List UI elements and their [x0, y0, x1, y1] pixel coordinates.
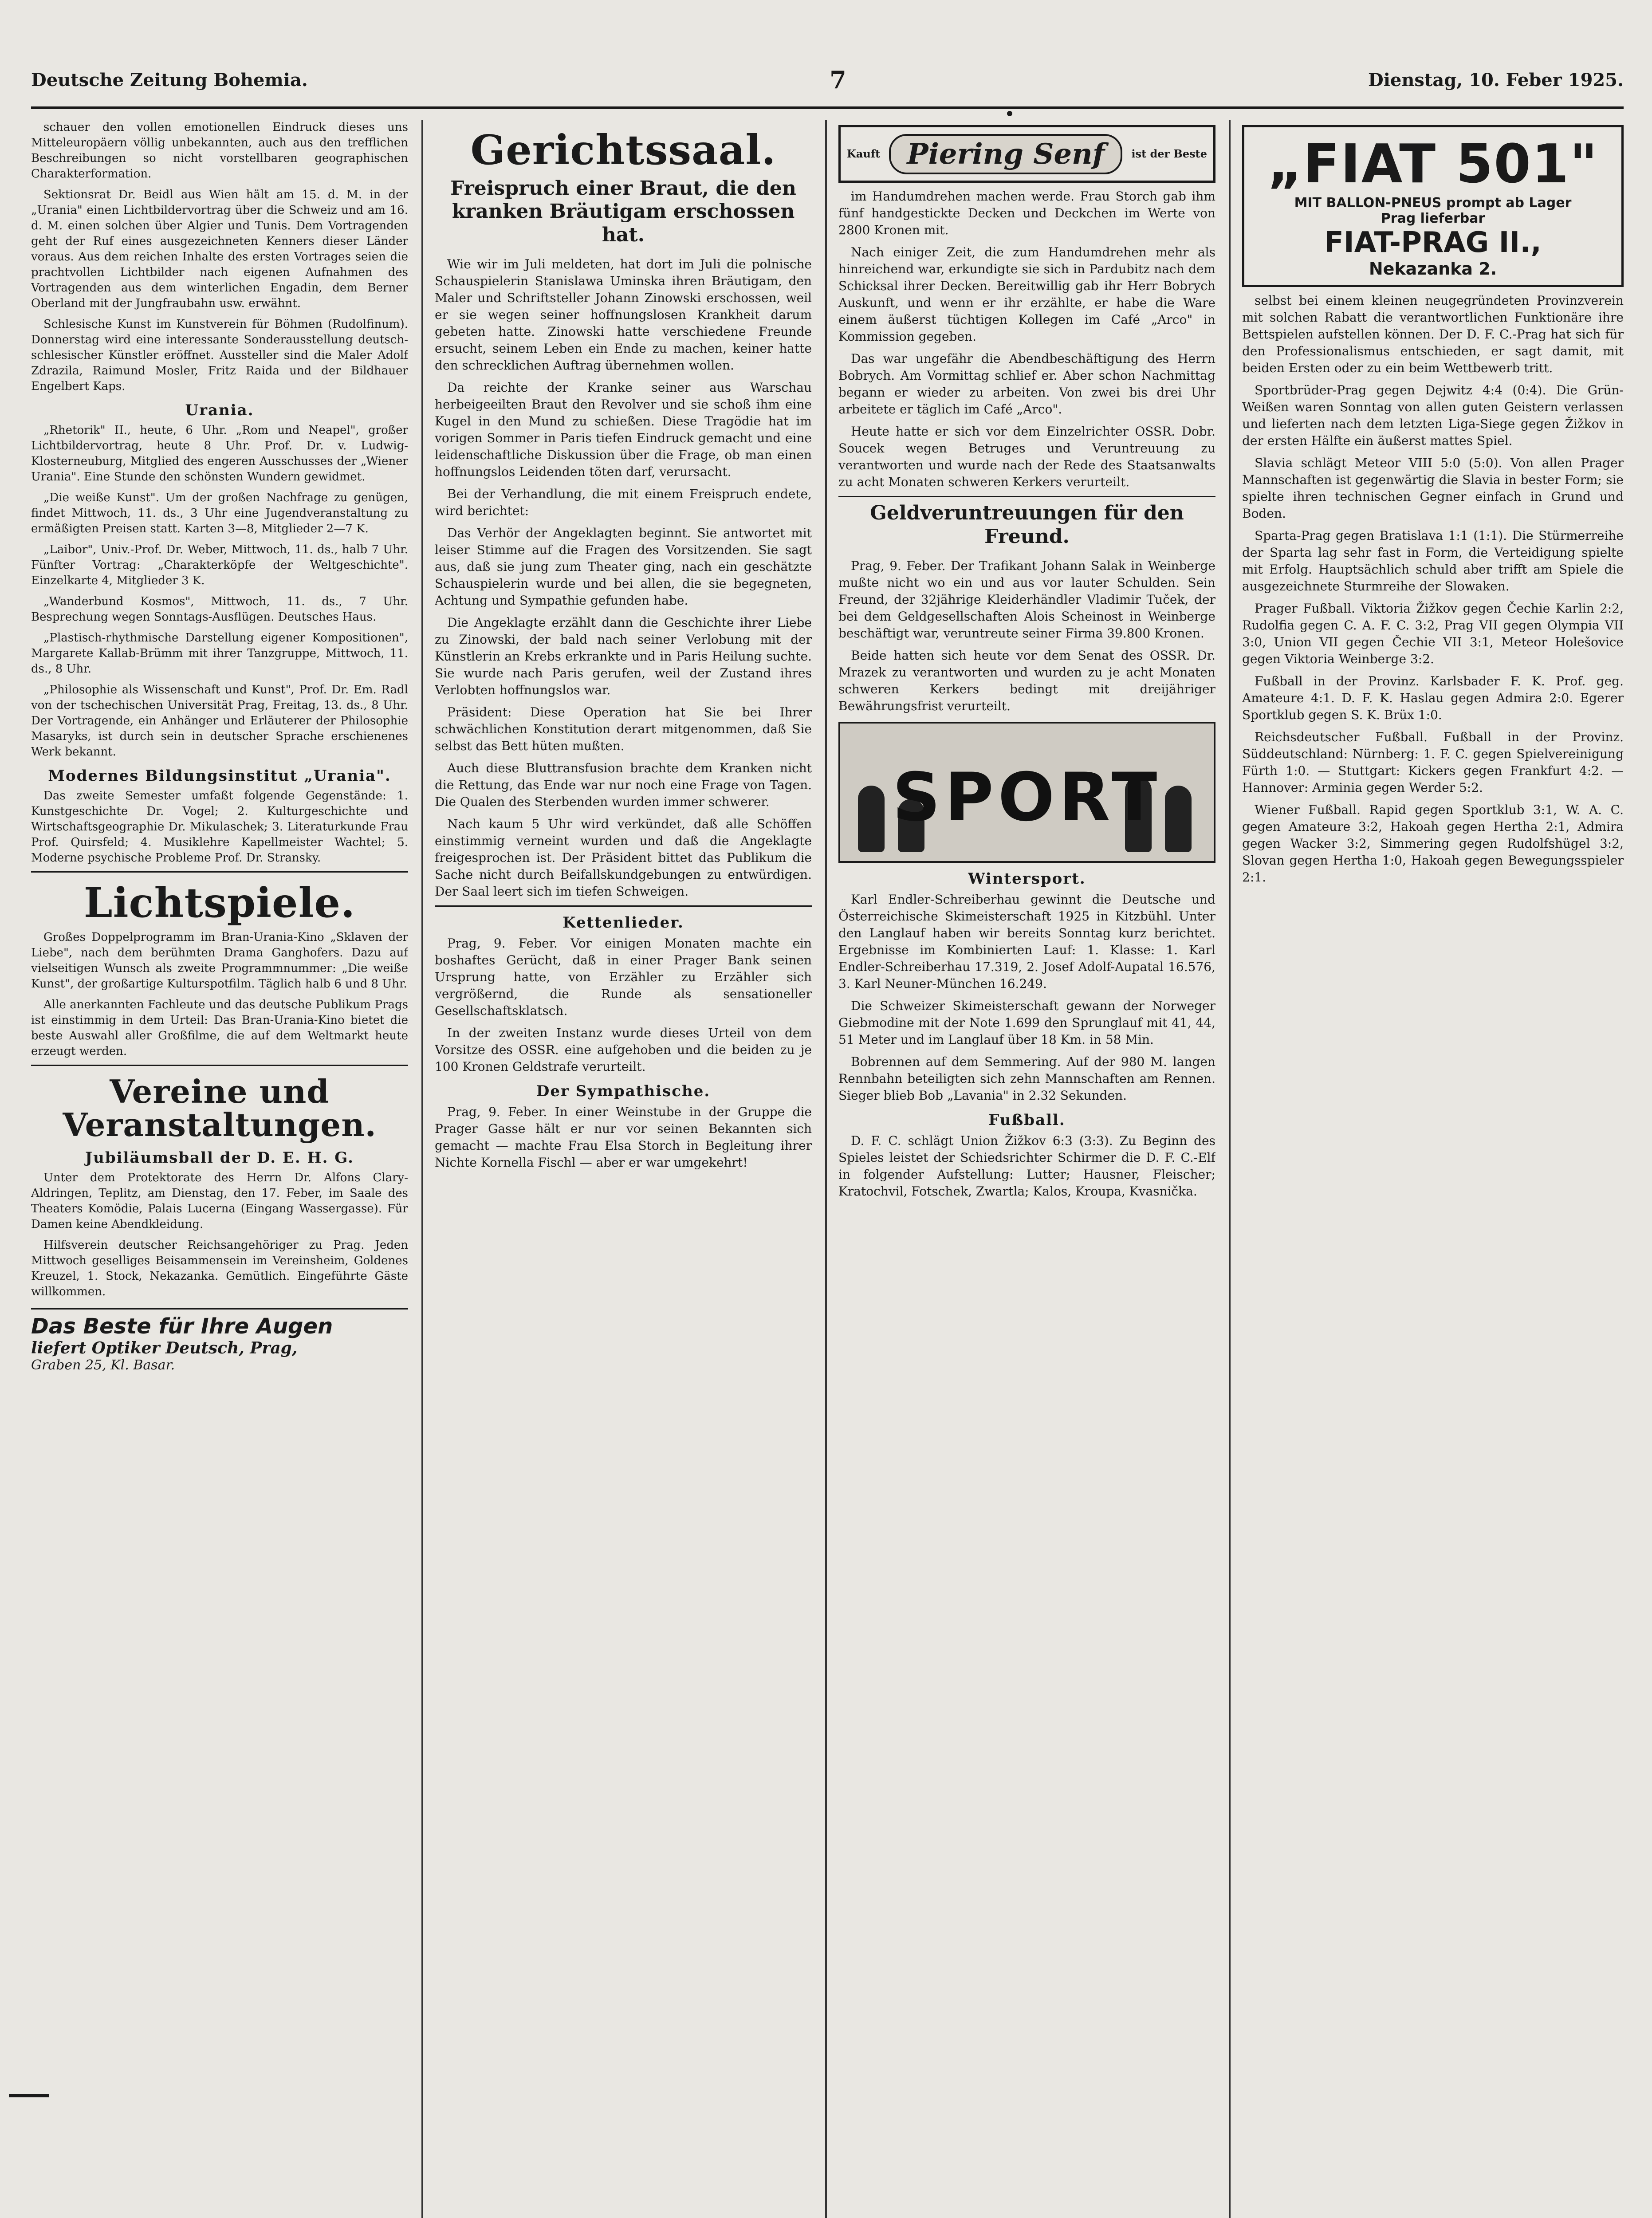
article-paragraph: Karl Endler-Schreiberhau gewinnt die Deutsche und Österreichische Skimeisterschaft 1925 in Kitzbühl. Unter den Langlauf haben wir bereits Sonntag kurz berichtet. Ergebnisse im Kombinierten Lauf: 1. Klasse: 1. Karl Endler-Schreiberhau 17.319, 2. Josef Adolf-Aupatal 16.576, 3. Karl Neuner-München 16.249. — [838, 892, 1215, 991]
subheading-jubilaeum: Jubiläumsball der D. E. H. G. — [85, 1148, 354, 1167]
article-paragraph: Prag, 9. Feber. Vor einigen Monaten machte ein boshaftes Gerücht, daß in einer Prager Bank seinen Ursprung hatte, von Erzähler zu Erzähler sich vergrößernd, die Runde als sensationeller Gesellschaftsklatsch. — [435, 936, 812, 1018]
section-title-bildung: Modernes Bildungsinstitut „Urania". — [48, 767, 391, 785]
article-paragraph: Die Schweizer Skimeisterschaft gewann der Norweger Giebmodine mit der Note 1.699 den Sprunglauf mit 41, 44, 51 Meter und im Langlauf über 18 Km. in 58 Min. — [838, 998, 1215, 1047]
article-paragraph: Großes Doppelprogramm im Bran-Urania-Kino „Sklaven der Liebe", nach dem berühmten Drama Ganghofers. Dazu auf vielseitigen Wunsch als zweite Programmnummer: „Die weiße Kunst", der großartige Kulturspotfilm. Täglich halb 6 und 8 Uhr. — [31, 930, 408, 991]
masthead: Deutsche Zeitung Bohemia. — [31, 69, 308, 90]
article-paragraph: Slavia schlägt Meteor VIII 5:0 (5:0). Von allen Prager Mannschaften ist gegenwärtig die Slavia in bester Form; sie spielte ihren technischen Gegner einfach in Grund und Boden. — [1242, 456, 1624, 521]
binding-mark — [9, 2094, 49, 2097]
article-paragraph: Wie wir im Juli meldeten, hat dort im Juli die polnische Schauspielerin Stanislawa Uminska ihren Bräutigam, den Maler und Schriftsteller Johann Zinowski erschossen, weil er sie wegen seiner hoffnungslosen Krankheit darum gebeten hatte. Zinowski hatte verschiedene Freunde ersucht, seinem Leben ein Ende zu machen, keiner hatte den schrecklichen Auftrag übernehmen wollen. — [435, 256, 812, 373]
subheading-wintersport: Wintersport. — [968, 869, 1086, 888]
optiker-name: liefert Optiker Deutsch, Prag, — [31, 1338, 298, 1357]
article-paragraph: Das war ungefähr die Abendbeschäftigung des Herrn Bobrych. Am Vormittag schlief er. Aber schon Nachmittag begann er wieder zu arbeiten. Von zwei bis drei Uhr arbeitete er täglich im Café „Arco". — [838, 351, 1215, 417]
article-paragraph: Das zweite Semester umfaßt folgende Gegenstände: 1. Kunstgeschichte Dr. Vogel; 2. Kulturgeschichte und Wirtschaftsgeographie Dr. Mikulaschek; 3. Literaturkunde Frau Prof. Quirsfeld; 4. Musiklehre Kapellmeister Wachtel; 5. Moderne psychische Probleme Prof. Dr. Stransky. — [31, 789, 408, 865]
ad-brand: Piering Senf — [889, 134, 1122, 174]
column-rule — [825, 120, 827, 2218]
ad-label: Kauft — [847, 147, 881, 160]
senf-advertisement — [838, 125, 1215, 183]
subheading-sympathische: Der Sympathische. — [536, 1082, 711, 1100]
article-paragraph: „Plastisch-rhythmische Darstellung eigener Kompositionen", Margarete Kallab-Brümm mit ihrer Tanzgruppe, Mittwoch, 11. ds., 8 Uhr. — [31, 631, 408, 676]
subheading-fussball: Fußball. — [988, 1111, 1066, 1129]
divider — [435, 905, 812, 907]
column-2 — [435, 120, 812, 2218]
sport-banner-text: SPORT — [892, 759, 1162, 836]
article-paragraph: Die Angeklagte erzählt dann die Geschichte ihrer Liebe zu Zinowski, der bald nach seiner Verlobung mit der Künstlerin an Krebs erkrankte und in Paris Heilung suchte. Sie wurde nach Paris gerufen, weil der Zustand ihres Verlobten hoffnungslos war. — [435, 615, 812, 697]
article-paragraph: Auch diese Bluttransfusion brachte dem Kranken nicht die Rettung, das Ende war nur noch eine Frage von Tagen. Die Qualen des Sterbenden wurden immer schwerer. — [435, 760, 812, 809]
article-paragraph: „Wanderbund Kosmos", Mittwoch, 11. ds., 7 Uhr. Besprechung wegen Sonntags-Ausflügen. Deutsches Haus. — [31, 595, 408, 624]
section-title-lichtspiele: Lichtspiele. — [83, 879, 356, 927]
ink-dot — [1007, 111, 1012, 116]
article-paragraph: „Die weiße Kunst". Um der großen Nachfrage zu genügen, findet Mittwoch, 11. ds., 3 Uhr eine Jugendveranstaltung zu ermäßigten Preisen statt. Karten 3—8, Mitglieder 2—7 K. — [31, 491, 408, 535]
article-paragraph: Prager Fußball. Viktoria Žižkov gegen Čechie Karlin 2:2, Rudolfia gegen C. A. F. C. 3:2, Prag VII gegen Olympia VII 3:0, Union VII gegen Čechie VII 3:1, Meteor Holešovice gegen Viktoria Weinberge 3:2. — [1242, 601, 1624, 666]
column-1 — [31, 120, 408, 2218]
sport-banner-illustration — [838, 722, 1215, 863]
divider — [838, 496, 1215, 497]
fiat-model: „FIAT 501" — [1267, 134, 1598, 195]
article-paragraph: Fußball in der Provinz. Karlsbader F. K. Prof. geg. Amateure 4:1. D. F. K. Haslau gegen Admira 2:0. Egerer Sportklub gegen S. K. Brüx 1:0. — [1242, 674, 1624, 722]
article-paragraph: Schlesische Kunst im Kunstverein für Böhmen (Rudolfinum). Donnerstag wird eine interessante Sonderausstellung deutsch-schlesischer Künstler eröffnet. Aussteller sind die Maler Adolf Zdrazila, Raimund Mosler, Fritz Raida und der Bildhauer Engelbert Kaps. — [31, 318, 408, 393]
article-paragraph: Da reichte der Kranke seiner aus Warschau herbeigeeilten Braut den Revolver und sie schoß ihm eine Kugel in den Mund zu schießen. Diese Tragödie hat im vorigen Sommer in Paris tiefen Eindruck gemacht und eine leidenschaftliche Diskussion über die Frage, ob man einen hoffnungslos Leidenden töten darf, verursacht. — [435, 380, 812, 479]
article-paragraph: Hilfsverein deutscher Reichsangehöriger zu Prag. Jeden Mittwoch geselliges Beisammensein im Vereinsheim, Goldenes Kreuzel, 1. Stock, Nekazanka. Gemütlich. Eingeführte Gäste willkommen. — [31, 1238, 408, 1298]
article-paragraph: Unter dem Protektorate des Herrn Dr. Alfons Clary-Aldringen, Teplitz, am Dienstag, den 17. Feber, im Saale des Theaters Komödie, Palais Lucerna (Eingang Wassergasse). Für Damen keine Abendkleidung. — [31, 1171, 408, 1231]
fiat-advertisement — [1242, 125, 1624, 287]
article-paragraph: „Philosophie als Wissenschaft und Kunst", Prof. Dr. Em. Radl von der tschechischen Universität Prag, Freitag, 13. ds., 8 Uhr. Der Vortragende, ein Anhänger und Erläuterer der Philosophie Masaryks, ist durch sein in deutscher Sprache erschienenes Werk bekannt. — [31, 683, 408, 759]
article-paragraph: Nach kaum 5 Uhr wird verkündet, daß alle Schöffen einstimmig verneint wurden und daß die Angeklagte freigesprochen ist. Der Präsident bittet das Publikum die Sache nicht durch Beifallskundgebungen zu entwürdigen. Der Saal leert sich im tiefen Schweigen. — [435, 816, 812, 899]
article-paragraph: Präsident: Diese Operation hat Sie bei Ihrer schwächlichen Konstitution derart mitgenommen, daß Sie selbst das Bett hüten mußten. — [435, 704, 812, 753]
page-header — [31, 53, 1624, 109]
article-paragraph: Sparta-Prag gegen Bratislava 1:1 (1:1). Die Stürmerreihe der Sparta lag sehr fast in Form, die Verteidigung spielte mit Erfolg. Hauptsächlich schuld aber trifft am Spiele die ausgezeichnete Sturmreihe der Slowaken. — [1242, 528, 1624, 594]
article-paragraph: Heute hatte er sich vor dem Einzelrichter OSSR. Dobr. Soucek wegen Betruges und Veruntreuung zu verantworten und wurde nach der Rede des Staatsanwalts zu acht Monaten schweren Kerkers verurteilt. — [838, 424, 1215, 489]
article-paragraph: selbst bei einem kleinen neugegründeten Provinzverein mit solchen Rabatt die verantwortlichen Funktionäre ihre Bettspielen aufstellen können. Der D. F. C.-Prag hat sich für den Professionalismus entschieden, er sagt damit, mit beiden Ersten oder zu ein beim Wettbewerb tritt. — [1242, 293, 1624, 375]
article-paragraph: Sportbrüder-Prag gegen Dejwitz 4:4 (0:4). Die Grün-Weißen waren Sonntag von allen guten Geistern verlassen und lieferten nach dem letzten Liga-Siege gegen Žižkov in der ersten Hälfte ein äußerst mattes Spiel. — [1242, 383, 1624, 448]
article-headline: Geldveruntreuungen für den Freund. — [870, 502, 1184, 548]
article-paragraph: Alle anerkannten Fachleute und das deutsche Publikum Prags ist einstimmig in dem Urteil: Das Bran-Urania-Kino bietet die beste Auswahl aller Großfilme, die auf dem Weltmarkt heute erzeugt werden. — [31, 998, 408, 1058]
column-rule — [1229, 120, 1231, 2218]
section-title-urania: Urania. — [185, 401, 254, 419]
column-3 — [838, 120, 1215, 2218]
article-paragraph: Nach einiger Zeit, die zum Handumdrehen mehr als hinreichend war, erkundigte sie sich in Pardubitz nach dem Schicksal ihrer Decken. Bereitwillig gab ihr Herr Bobrych Auskunft, und wenn er ihr erzählte, er habe die Ware einem äußerst tüchtigen Kollegen im Café „Arco" in Kommission gegeben. — [838, 245, 1215, 344]
fiat-dealer: FIAT-PRAG II., — [1324, 226, 1542, 259]
divider — [31, 871, 408, 873]
fiat-delivery: Prag lieferbar — [1381, 211, 1485, 226]
article-paragraph: Wiener Fußball. Rapid gegen Sportklub 3:1, W. A. C. gegen Amateure 3:2, Hakoah gegen Hertha 2:1, Admira gegen Wacker 3:2, Simmering gegen Rudolfshügel 3:2, Slovan gegen Hertha 1:0, Hakoah gegen Bewegungsspieler 2:1. — [1242, 802, 1624, 885]
article-paragraph: Bobrennen auf dem Semmering. Auf der 980 M. langen Rennbahn beteiligten sich zehn Mannschaften am Rennen. Sieger blieb Bob „Lavania" in 2.32 Sekunden. — [838, 1054, 1215, 1103]
article-paragraph: Prag, 9. Feber. Der Trafikant Johann Salak in Weinberge mußte nicht wo ein und aus vor lauter Schulden. Sein Freund, der 32jährige Kleiderhändler Vladimir Tuček, der bei dem Geldgesellschaften Alois Scheinost in Weinberge beschäftigt war, veruntreute seiner Firma 39.800 Kronen. — [838, 558, 1215, 641]
section-title-vereine: Vereine und Veranstaltungen. — [63, 1072, 377, 1144]
article-paragraph: im Handumdrehen machen werde. Frau Storch gab ihm fünf handgestickte Decken und Deckchen im Werte von 2800 Kronen mit. — [838, 189, 1215, 237]
fiat-address: Nekazanka 2. — [1369, 259, 1497, 279]
article-paragraph: Sektionsrat Dr. Beidl aus Wien hält am 15. d. M. in der „Urania" einen Lichtbildervortrag über die Schweiz und am 16. d. M. einen solchen über Algier und Tunis. Dem Vortragenden geht der Ruf eines ausgezeichneten Kenners dieser Länder voraus. Aus dem reichen Inhalte des ersten Vortrages seien die prachtvollen Lichtbilder nach eigenen Aufnahmen des Vortragenden aus dem winterlichen Engadin, dem Berner Oberland mit der Jungfraubahn usw. erwähnt. — [31, 188, 408, 310]
newspaper-page — [31, 53, 1624, 2218]
article-paragraph: Prag, 9. Feber. In einer Weinstube in der Gruppe die Prager Gasse hält er nur vor seinen Bekannten sich gemacht — machte Frau Elsa Storch in Begleitung ihrer Nichte Kornella Fischl — aber er war umgekehrt! — [435, 1104, 812, 1170]
article-headline: Freispruch einer Braut, die den kranken Bräutigam erschossen hat. — [450, 177, 796, 247]
optiker-advertisement — [31, 1308, 408, 1373]
ad-side-text: ist der Beste — [1131, 147, 1207, 160]
article-paragraph: D. F. C. schlägt Union Žižkov 6:3 (3:3). Zu Beginn des Spieles leistet der Schiedsrichter Schirmer die D. F. C.-Elf in folgender Aufstellung: Lutter; Hausner, Fleischer; Kratochvil, Fotschek, Zwartla; Kalos, Kroupa, Kvasnička. — [838, 1133, 1215, 1199]
optiker-slogan: Das Beste für Ihre Augen — [31, 1313, 333, 1339]
subheading-kettenlieder: Kettenlieder. — [562, 913, 684, 932]
column-4 — [1242, 120, 1624, 2218]
optiker-address: Graben 25, Kl. Basar. — [31, 1357, 175, 1373]
article-paragraph: „Rhetorik" II., heute, 6 Uhr. „Rom und Neapel", großer Lichtbildervortrag, heute 8 Uhr. Prof. Dr. v. Ludwig-Klosterneuburg, Mitglied des engeren Ausschusses der „Wiener Urania". Eine Stunde den schönsten Wundern gewidmet. — [31, 424, 408, 484]
section-title-gerichtssaal: Gerichtssaal. — [470, 126, 776, 174]
article-paragraph: Das Verhör der Angeklagten beginnt. Sie antwortet mit leiser Stimme auf die Fragen des Vorsitzenden. Sie sagt aus, daß sie jung zum Theater ging, nach ein geschätzte Schauspielerin wurde und bei allen, die sie begegneten, Achtung und Sympathie gefunden habe. — [435, 525, 812, 608]
article-paragraph: Beide hatten sich heute vor dem Senat des OSSR. Dr. Mrazek zu verantworten und wurden zu je acht Monaten schweren Kerkers bedingt mit dreijähriger Bewährungsfrist verurteilt. — [838, 648, 1215, 713]
issue-date: Dienstag, 10. Feber 1925. — [1368, 69, 1624, 90]
article-paragraph: In der zweiten Instanz wurde dieses Urteil von dem Vorsitze des OSSR. eine aufgehoben und die beiden zu je 100 Kronen Geldstrafe verurteilt. — [435, 1025, 812, 1074]
fiat-offer: MIT BALLON-PNEUS prompt ab Lager — [1294, 195, 1572, 211]
article-paragraph: „Laibor", Univ.-Prof. Dr. Weber, Mittwoch, 11. ds., halb 7 Uhr. Fünfter Vortrag: „Charakterköpfe der Weltgeschichte". Einzelkarte 4, Mitglieder 3 K. — [31, 543, 408, 587]
column-rule — [421, 120, 423, 2218]
article-paragraph: Reichsdeutscher Fußball. Fußball in der Provinz. Süddeutschland: Nürnberg: 1. F. C. gegen Spielvereinigung Fürth 1:0. — Stuttgart: Kickers gegen Frankfurt 4:2. — Hannover: Arminia gegen Werder 5:2. — [1242, 730, 1624, 795]
article-paragraph: Bei der Verhandlung, die mit einem Freispruch endete, wird berichtet: — [435, 486, 812, 518]
divider — [31, 1065, 408, 1066]
article-paragraph: schauer den vollen emotionellen Eindruck dieses uns Mitteleuropäern völlig unbekannten, auch aus den trefflichen Beschreibungen so nicht vorstellbaren geographischen Charakterformation. — [31, 121, 408, 181]
page-number: 7 — [830, 66, 846, 94]
